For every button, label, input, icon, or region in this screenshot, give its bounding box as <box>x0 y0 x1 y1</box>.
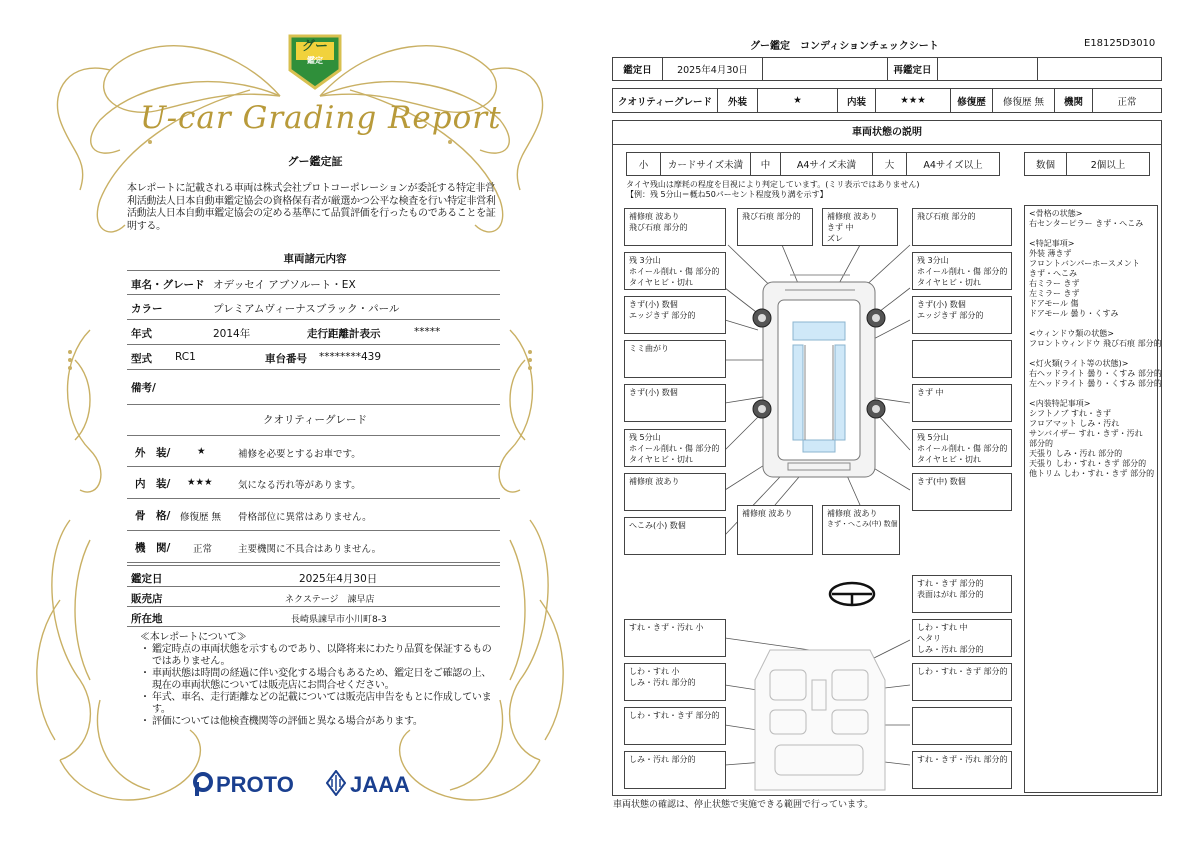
engine-grade: 正常 <box>193 544 213 555</box>
box-line: 飛び石痕 部分的 <box>917 212 976 221</box>
address-row <box>127 607 500 627</box>
jaaa-logo-text: JAAA <box>350 772 410 797</box>
interior-label: 内 装/ <box>135 478 171 490</box>
note-line: フロントバンパーホースメント <box>1029 259 1140 268</box>
appraisal-date-grid <box>612 57 1162 81</box>
box-line: きず(中) 数個 <box>917 477 966 486</box>
size-legend <box>626 152 1000 176</box>
damage-box-left-quarter <box>624 473 726 511</box>
grid-quality-label: クオリティーグレード <box>613 89 718 112</box>
mileage-value: ***** <box>414 326 441 338</box>
note-line: <内装特記事項> <box>1029 399 1091 408</box>
box-line: しわ・すれ・きず 部分的 <box>917 667 1008 676</box>
grid-cell-empty <box>763 58 888 80</box>
damage-box-rear-gate <box>737 505 813 555</box>
box-line: へタリ <box>917 634 941 643</box>
state-title: 車両状態の説明 <box>612 120 1162 145</box>
box-line: ホイール削れ・傷 部分的 <box>917 267 1008 276</box>
quality-row-interior <box>127 467 500 499</box>
note-line: 右ヘッドライト 曇り・くすみ 部分的 <box>1029 369 1162 378</box>
year-value: 2014年 <box>213 328 251 340</box>
interior-desc: 気になる汚れ等があります。 <box>238 480 361 491</box>
box-line: きず(小) 数個 <box>629 300 678 309</box>
note-line: シフトノブ すれ・きず <box>1029 409 1112 418</box>
box-line: しみ・汚れ 部分的 <box>917 645 984 654</box>
damage-box-rear-bumper <box>822 505 900 555</box>
box-line: 補修痕 波あり <box>629 477 680 486</box>
grid-exterior-value: ★ <box>758 89 838 112</box>
engine-desc: 主要機関に不具合はありません。 <box>238 544 382 555</box>
spec-row-name <box>127 270 500 295</box>
note-line: <灯火類(ライト等の状態)> <box>1029 359 1129 368</box>
box-line: すれ・きず 部分的 <box>917 579 984 588</box>
grid-interior-label: 内装 <box>838 89 876 112</box>
interior-box-third-row-right <box>912 751 1012 789</box>
model-value: RC1 <box>175 351 196 363</box>
note-item: ・ 車両状態は時間の経過に伴い変化する場合もあるため、鑑定日をご確認の上、現在の車両状態については販売店にお問合せください。 <box>140 668 500 692</box>
note-line: フロントウィンドウ 飛び石痕 部分的 <box>1029 339 1162 348</box>
box-line: ホイール削れ・傷 部分的 <box>629 267 720 276</box>
color-value: プレミアムヴィーナスブラック・パール <box>213 303 400 315</box>
box-line: 補修痕 波あり <box>827 212 878 221</box>
interior-box-second-row-left <box>624 707 726 745</box>
sheet-title: グー鑑定 コンディションチェックシート <box>750 41 939 52</box>
box-line: 補修痕 波あり <box>742 509 793 518</box>
badge-text: グー <box>301 39 328 54</box>
box-line: エッジきず 部分的 <box>629 311 696 320</box>
jaaa-logo-icon <box>326 770 346 796</box>
note-item: ・ 評価については他検査機関等の評価と異なる場合があります。 <box>140 716 423 727</box>
box-line: 飛び石痕 部分的 <box>742 212 801 221</box>
tire-box-front-right <box>912 252 1012 290</box>
note-line: 他トリム しわ・すれ・きず 部分的 <box>1029 469 1155 478</box>
tire-note-line: タイヤ残山は摩耗の程度を目視により判定しています。(ミリ表示ではありません) <box>626 180 920 189</box>
damage-box-left-fender <box>624 296 726 334</box>
legend-small-desc: カードサイズ未満 <box>661 153 751 175</box>
badge-sub: 鑑定 <box>307 56 323 65</box>
box-line: しみ・汚れ 部分的 <box>629 755 696 764</box>
frame-label: 骨 格/ <box>135 510 171 522</box>
note-line: 左ミラー きず <box>1029 289 1080 298</box>
damage-box-front-left <box>624 208 726 246</box>
mileage-label: 走行距離計表示 <box>307 328 381 340</box>
spec-row-model <box>127 345 500 370</box>
box-line: きず(小) 数個 <box>917 300 966 309</box>
notes-group-windows <box>1029 329 1162 349</box>
grid-engine-label: 機関 <box>1055 89 1093 112</box>
box-line: 残 5分山 <box>629 433 661 442</box>
note-line: 天張り しわ・すれ・きず 部分的 <box>1029 459 1147 468</box>
notes-group-frame <box>1029 209 1153 229</box>
year-label: 年式 <box>131 328 152 340</box>
condition-check-sheet <box>600 0 1200 848</box>
box-line: しわ・すれ・きず 部分的 <box>629 711 720 720</box>
interior-box-passenger-seat <box>624 663 726 701</box>
damage-box-rear-left <box>624 517 726 555</box>
note-line: サンバイザー すれ・きず・汚れ <box>1029 429 1143 438</box>
specs-title: 車両諸元内容 <box>283 253 347 265</box>
tire-note <box>626 180 1026 200</box>
note-text: 鑑定時点の車両状態を示すものであり、以降将来にわたり品質を保証するものではありません。 <box>152 644 492 667</box>
box-line: しみ・汚れ 部分的 <box>629 678 696 687</box>
box-line: エッジきず 部分的 <box>917 311 984 320</box>
address-value: 長崎県諫早市小川町8-3 <box>291 615 387 625</box>
quality-title: クオリティーグレード <box>263 414 367 426</box>
appraisal-date-row <box>127 565 500 587</box>
shop-label: 販売店 <box>131 593 163 605</box>
shop-row <box>127 587 500 607</box>
spec-row-remarks <box>127 370 500 405</box>
quality-row-engine <box>127 531 500 563</box>
grid-redate-label: 再鑑定日 <box>888 58 938 80</box>
legend-medium-desc: A4サイズ未満 <box>781 153 873 175</box>
box-line: タイヤヒビ・切れ <box>917 278 981 287</box>
note-line: <骨格の状態> <box>1029 209 1083 218</box>
note-line: フロアマット しみ・汚れ <box>1029 419 1120 428</box>
interior-box-dashboard <box>624 619 726 657</box>
report-notes <box>140 632 500 728</box>
legend-small: 小 <box>627 153 661 175</box>
box-line: 表面はがれ 部分的 <box>917 590 984 599</box>
damage-box-front-bumper <box>822 208 898 246</box>
box-line: 飛び石痕 部分的 <box>629 223 688 232</box>
notes-group-interior <box>1029 399 1153 479</box>
damage-box-front-glass <box>737 208 813 246</box>
note-line: <特記事項> <box>1029 239 1075 248</box>
quality-row-frame <box>127 499 500 531</box>
box-line: しわ・すれ 中 <box>917 623 968 632</box>
spec-row-year <box>127 320 500 345</box>
appraisal-date-value: 2025年4月30日 <box>299 573 378 585</box>
count-legend <box>1024 152 1150 176</box>
notes-group-lights <box>1029 359 1162 389</box>
box-line: きず 中 <box>917 388 944 397</box>
tire-box-rear-right <box>912 429 1012 467</box>
grid-cell-empty <box>1038 58 1161 80</box>
grid-exterior-label: 外装 <box>718 89 758 112</box>
box-line: すれ・きず・汚れ 小 <box>629 623 704 632</box>
box-line: タイヤヒビ・切れ <box>917 455 981 464</box>
note-line: 外装 薄きず <box>1029 249 1072 258</box>
note-line: 天張り しみ・汚れ 部分的 <box>1029 449 1123 458</box>
chassis-label: 車台番号 <box>265 353 307 365</box>
chassis-value: ********439 <box>319 351 382 363</box>
address-label: 所在地 <box>131 613 163 625</box>
note-item: ・ 年式、車名、走行距離などの記載については販売店申告をもとに作成しています。 <box>140 692 500 716</box>
engine-label: 機 関/ <box>135 542 171 554</box>
damage-box-left-door <box>624 340 726 378</box>
legend-count-desc: 2個以上 <box>1090 160 1126 171</box>
box-line: 残 3分山 <box>917 256 949 265</box>
box-line: ホイール削れ・傷 部分的 <box>629 444 720 453</box>
interior-box-steering <box>912 575 1012 613</box>
box-line: 補修痕 波あり <box>827 509 878 518</box>
note-text: 車両状態は時間の経過に伴い変化する場合もあるため、鑑定日をご確認の上、現在の車両状態については販売店にお問合せください。 <box>152 668 492 691</box>
name-label: 車名・グレード <box>131 279 205 291</box>
box-line: タイヤヒビ・切れ <box>629 455 693 464</box>
note-line: 左ヘッドライト 曇り・くすみ 部分的 <box>1029 379 1162 388</box>
interior-box-second-row-right <box>912 707 1012 745</box>
box-line: きず(小) 数個 <box>629 388 678 397</box>
note-item: ・ 鑑定時点の車両状態を示すものであり、以降将来にわたり品質を保証するものではありません。 <box>140 644 500 668</box>
sheet-id: E18125D3010 <box>1084 38 1156 49</box>
box-line: ホイール削れ・傷 部分的 <box>917 444 1008 453</box>
grid-date-label: 鑑定日 <box>613 58 663 80</box>
note-line: 右センターピラー きず・へこみ <box>1029 219 1144 228</box>
exterior-label: 外 装/ <box>135 447 171 459</box>
frame-grade: 修復歴 無 <box>180 512 222 523</box>
name-value: オデッセイ アブソルート・EX <box>213 279 356 291</box>
report-script-title: U-car Grading Report <box>140 100 502 136</box>
note-line: ドアモール 曇り・くすみ <box>1029 309 1119 318</box>
color-label: カラー <box>131 303 163 315</box>
exterior-grade: ★ <box>197 446 206 457</box>
grid-interior-value: ★★★ <box>876 89 951 112</box>
certificate-heading: グー鑑定証 <box>287 155 343 168</box>
legend-medium: 中 <box>751 153 781 175</box>
notes-group-special <box>1029 239 1153 319</box>
interior-box-driver-seat <box>912 619 1012 657</box>
grid-redate-value <box>938 58 1038 80</box>
box-line: きず・へこみ(中) 数個 <box>827 520 898 528</box>
legend-count: 数個 <box>1025 153 1067 175</box>
box-line: 残 5分山 <box>917 433 949 442</box>
box-line: タイヤヒビ・切れ <box>629 278 693 287</box>
sheet-footer: 車両状態の確認は、停止状態で実施できる範囲で行っています。 <box>613 800 874 810</box>
grid-engine-value: 正常 <box>1117 96 1137 108</box>
damage-box-right-fender <box>912 296 1012 334</box>
note-line: 右ミラー きず <box>1029 279 1080 288</box>
interior-box-third-row-left <box>624 751 726 789</box>
box-line: ミミ曲がり <box>629 344 669 353</box>
note-line: ドアモール 傷 <box>1029 299 1079 308</box>
appraisal-date-label: 鑑定日 <box>131 573 163 585</box>
note-text: 評価については他検査機関等の評価と異なる場合があります。 <box>152 716 423 727</box>
certificate-intro: 本レポートに記載される車両は株式会社プロトコーポレーションが委託する特定非営利活動法人日本自動車鑑定協会の資格保有者が厳選かつ公平な検査を行い特定非営利活動法人日本自動車鑑定協会の定める基準にて品質評価を行ったものであることを証明する。 <box>127 183 496 232</box>
grid-repair-value: 修復歴 無 <box>993 89 1055 112</box>
remarks-label: 備考/ <box>131 382 156 394</box>
legend-large: 大 <box>873 153 907 175</box>
tire-box-rear-left <box>624 429 726 467</box>
box-line: きず 中 <box>827 223 854 232</box>
note-line: 部分的 <box>1029 439 1053 448</box>
special-notes-column <box>1024 205 1162 793</box>
note-line: <ウィンドウ類の状態> <box>1029 329 1114 338</box>
tire-note-line: 【例：残 5分山＝概ね50パーセント程度残り溝を示す】 <box>626 190 828 199</box>
box-line: すれ・きず・汚れ 部分的 <box>917 755 1008 764</box>
spec-row-color <box>127 295 500 320</box>
interior-box-center-console <box>912 663 1012 701</box>
damage-box-right-quarter <box>912 473 1012 511</box>
interior-grade: ★★★ <box>187 477 213 488</box>
notes-title: ≪本レポートについて≫ <box>140 632 247 643</box>
grid-repair-label: 修復歴 <box>951 89 993 112</box>
damage-box-front-right <box>912 208 1012 246</box>
proto-logo-text: PROTO <box>216 772 294 797</box>
note-line: きず・へこみ <box>1029 269 1077 278</box>
damage-box-right-rear-door <box>912 384 1012 422</box>
tire-box-front-left <box>624 252 726 290</box>
shop-value: ネクステージ 諫早店 <box>285 595 375 605</box>
exterior-desc: 補修を必要とするお車です。 <box>238 449 361 460</box>
box-line: へこみ(小) 数個 <box>629 521 686 530</box>
grid-date-value: 2025年4月30日 <box>663 58 763 80</box>
damage-box-right-door <box>912 340 1012 378</box>
proto-logo-icon <box>192 771 214 797</box>
damage-box-left-rear-door <box>624 384 726 422</box>
box-line: 残 3分山 <box>629 256 661 265</box>
box-line: ズレ <box>827 234 843 243</box>
legend-large-desc: A4サイズ以上 <box>923 160 983 171</box>
box-line: 補修痕 波あり <box>629 212 680 221</box>
box-line: しわ・すれ 小 <box>629 667 680 676</box>
quality-row-exterior <box>127 435 500 467</box>
note-text: 年式、車名、走行距離などの記載については販売店申告をもとに作成しています。 <box>152 692 492 715</box>
quality-grade-grid <box>612 88 1162 113</box>
model-label: 型式 <box>131 353 152 365</box>
frame-desc: 骨格部位に異常はありません。 <box>238 512 372 523</box>
